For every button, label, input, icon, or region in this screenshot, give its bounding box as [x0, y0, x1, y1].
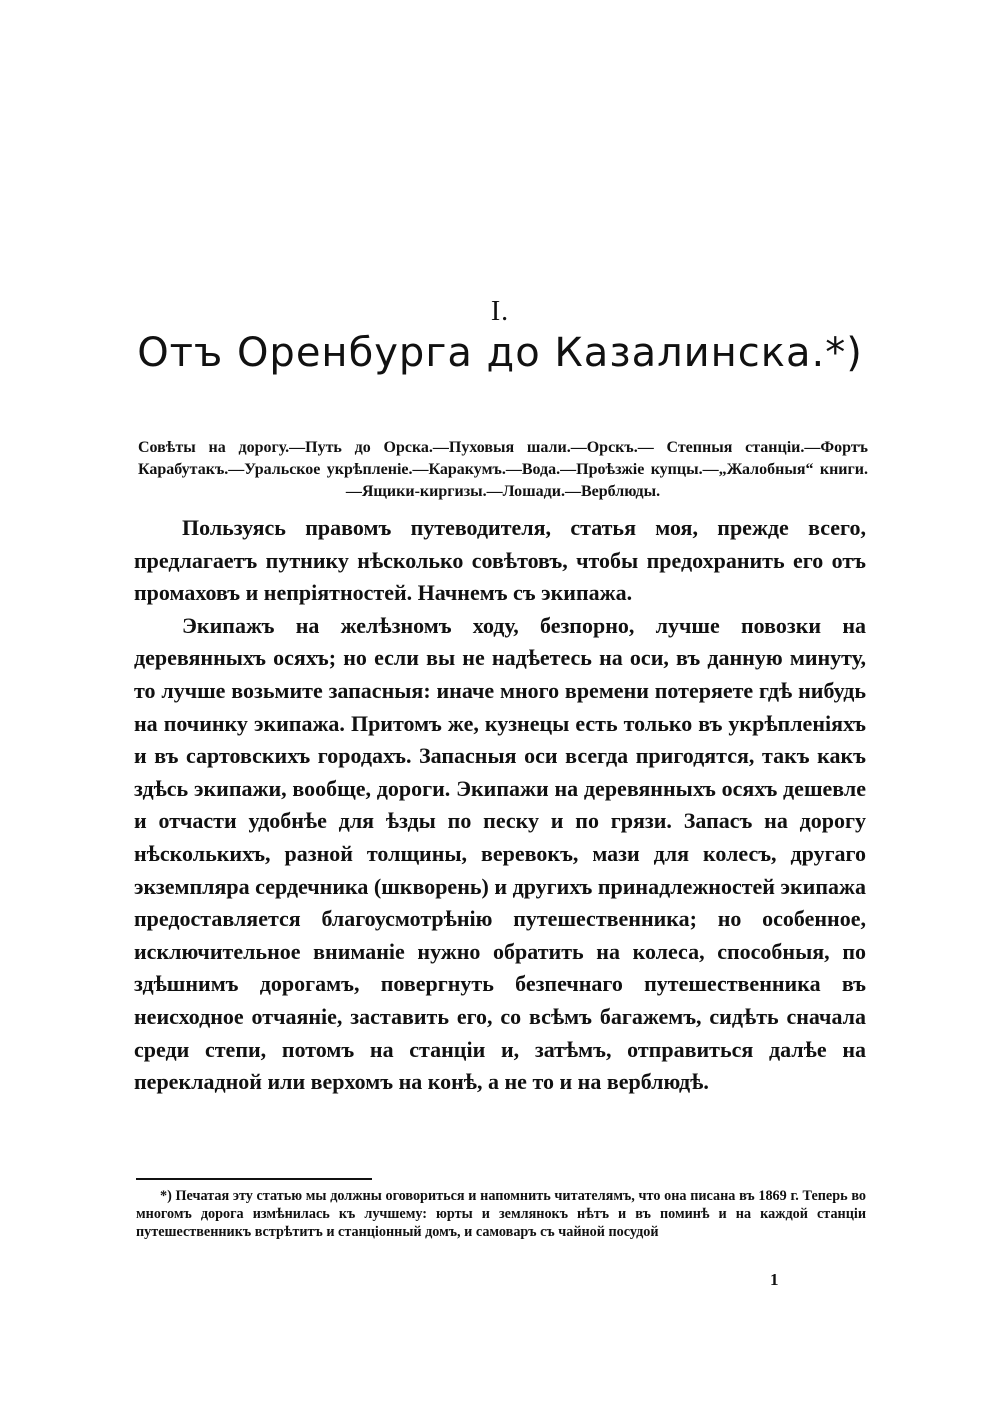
- chapter-summary: Совѣты на дорогу.—Путь до Орска.—Пуховыя шали.—Орскъ.— Степныя станціи.—Фортъ Карабутакъ.—Уральское укрѣпленіе.—Каракумъ.—Вода.—Проѣзжіе купцы.—„Жалобныя“ книги.—Ящики-киргизы.—Лошади.—Верблюды.: [138, 439, 868, 500]
- paragraph: Экипажъ на желѣзномъ ходу, безпорно, лучше повозки на деревянныхъ осяхъ; но если вы не надѣетесь на оси, въ данную минуту, то лучше возьмите запасныя: иначе много времени потеряете гдѣ нибудь на починку экипажа. Притомъ же, кузнецы есть только въ укрѣпленіяхъ и въ сартовскихъ городахъ. Запасныя оси всегда пригодятся, такъ какъ здѣсь экипажи, вообще, дороги. Экипажи на деревянныхъ осяхъ дешевле и отчасти удобнѣе для ѣзды по песку и по грязи. Запасъ на дорогу нѣсколькихъ, разной толщины, веревокъ, мази для колесъ, другаго экземпляра сердечника (шкворень) и другихъ принадлежностей экипажа предоставляется благоусмотрѣнію путешественника; но особенное, исключительное вниманіе нужно обратить на колеса, способныя, по здѣшнимъ дорогамъ, повергнуть безпечнаго путешественника въ неисходное отчаяніе, заставить его, со всѣмъ багажемъ, сидѣть сначала среди степи, потомъ на станціи и, затѣмъ, отправиться далѣе на перекладной или верхомъ на конѣ, а не то и на верблюдѣ.: [134, 612, 866, 1095]
- page-number: 1: [770, 1270, 779, 1289]
- chapter-title: Отъ Оренбурга до Казалинска.*): [137, 330, 863, 376]
- chapter-number: I.: [490, 296, 510, 327]
- paragraph: Пользуясь правомъ путеводителя, статья моя, прежде всего, предлагаетъ путнику нѣсколько совѣтовъ, чтобы предохранить его отъ промаховъ и непріятностей. Начнемъ съ экипажа.: [134, 515, 866, 606]
- footnote-divider: [136, 1178, 372, 1180]
- footnote: *) Печатая эту статью мы должны оговориться и напомнить читателямъ, что она писана въ 1869 г. Теперь во многомъ дорога измѣнилась къ лучшему: юрты и землянокъ нѣтъ и въ поминѣ и на каждой станціи путешественникъ встрѣтитъ и станціонный домъ, и самоваръ съ чайной посудой: [136, 1188, 866, 1240]
- body-text: [134, 512, 866, 1099]
